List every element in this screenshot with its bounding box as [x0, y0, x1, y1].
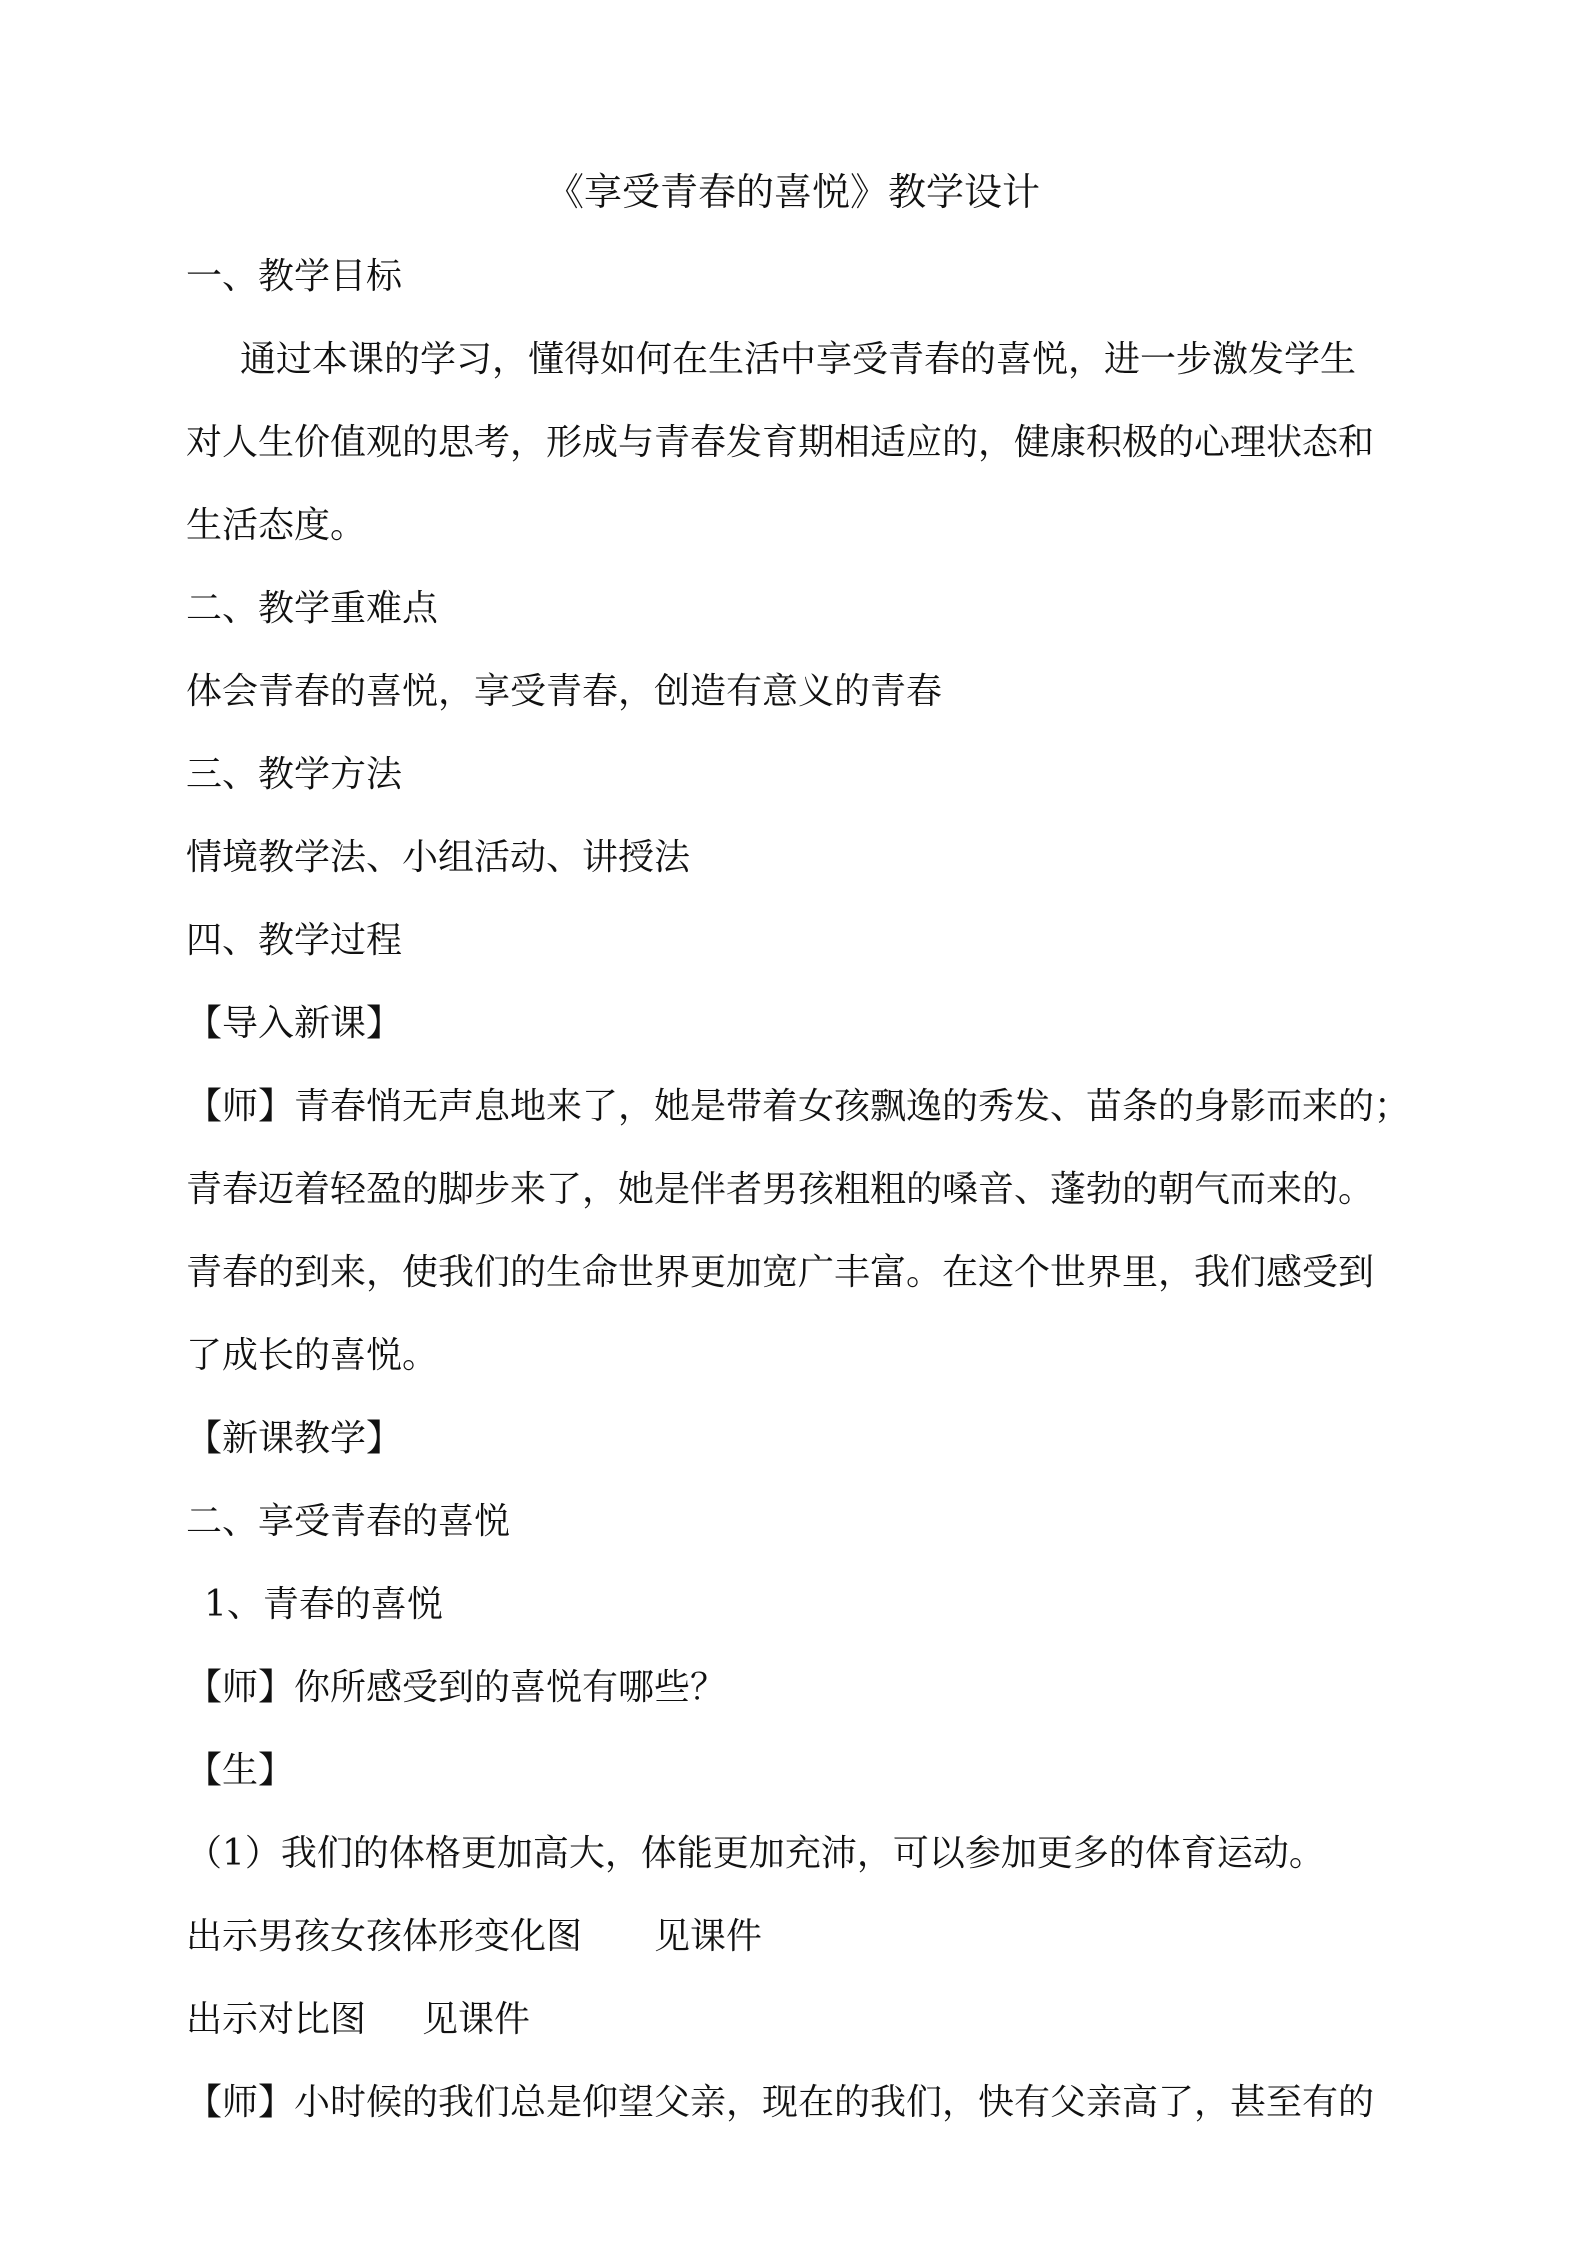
- subsection-label: 【导入新课】: [186, 1003, 403, 1044]
- paragraph-line: 青春的到来，使我们的生命世界更加宽广丰富。在这个世界里，我们感受到: [186, 1252, 1375, 1293]
- section-heading: 一、教学目标: [186, 256, 403, 297]
- paragraph-line: （1）我们的体格更加高大，体能更加充沛，可以参加更多的体育运动。: [186, 1833, 1325, 1874]
- paragraph-line: 了成长的喜悦。: [186, 1335, 439, 1376]
- section-heading: 四、教学过程: [186, 920, 403, 961]
- paragraph-line: 生活态度。: [186, 505, 367, 546]
- paragraph-line: 通过本课的学习，懂得如何在生活中享受青春的喜悦，进一步激发学生: [240, 339, 1357, 380]
- see-courseware-note: 见课件: [654, 1916, 763, 1957]
- subsection-heading: 1、青春的喜悦: [204, 1584, 443, 1625]
- paragraph-line: 体会青春的喜悦，享受青春，创造有意义的青春: [186, 671, 943, 712]
- paragraph-line: 情境教学法、小组活动、讲授法: [186, 837, 691, 878]
- subsection-label: 【新课教学】: [186, 1418, 403, 1459]
- figure-note: 出示对比图: [186, 1999, 367, 2040]
- section-heading: 二、享受青春的喜悦: [186, 1501, 511, 1542]
- figure-note: 出示男孩女孩体形变化图: [186, 1916, 583, 1957]
- paragraph-line: 【师】青春悄无声息地来了，她是带着女孩飘逸的秀发、苗条的身影而来的；: [186, 1086, 1411, 1127]
- paragraph-line: [186, 1913, 1416, 1961]
- document-title: 《享受青春的喜悦》教学设计: [545, 170, 1040, 214]
- paragraph-line: 【生】: [186, 1750, 295, 1791]
- section-heading: 三、教学方法: [186, 754, 403, 795]
- see-courseware-note: 见课件: [422, 1999, 531, 2040]
- paragraph-line: [186, 1996, 1416, 2044]
- paragraph-line: 【师】小时候的我们总是仰望父亲，现在的我们，快有父亲高了，甚至有的: [186, 2082, 1375, 2123]
- paragraph-line: 对人生价值观的思考，形成与青春发育期相适应的，健康积极的心理状态和: [186, 422, 1375, 463]
- paragraph-line: 青春迈着轻盈的脚步来了，她是伴者男孩粗粗的嗓音、蓬勃的朝气而来的。: [186, 1169, 1375, 1210]
- section-heading: 二、教学重难点: [186, 588, 439, 629]
- paragraph-line: 【师】你所感受到的喜悦有哪些？: [186, 1667, 727, 1708]
